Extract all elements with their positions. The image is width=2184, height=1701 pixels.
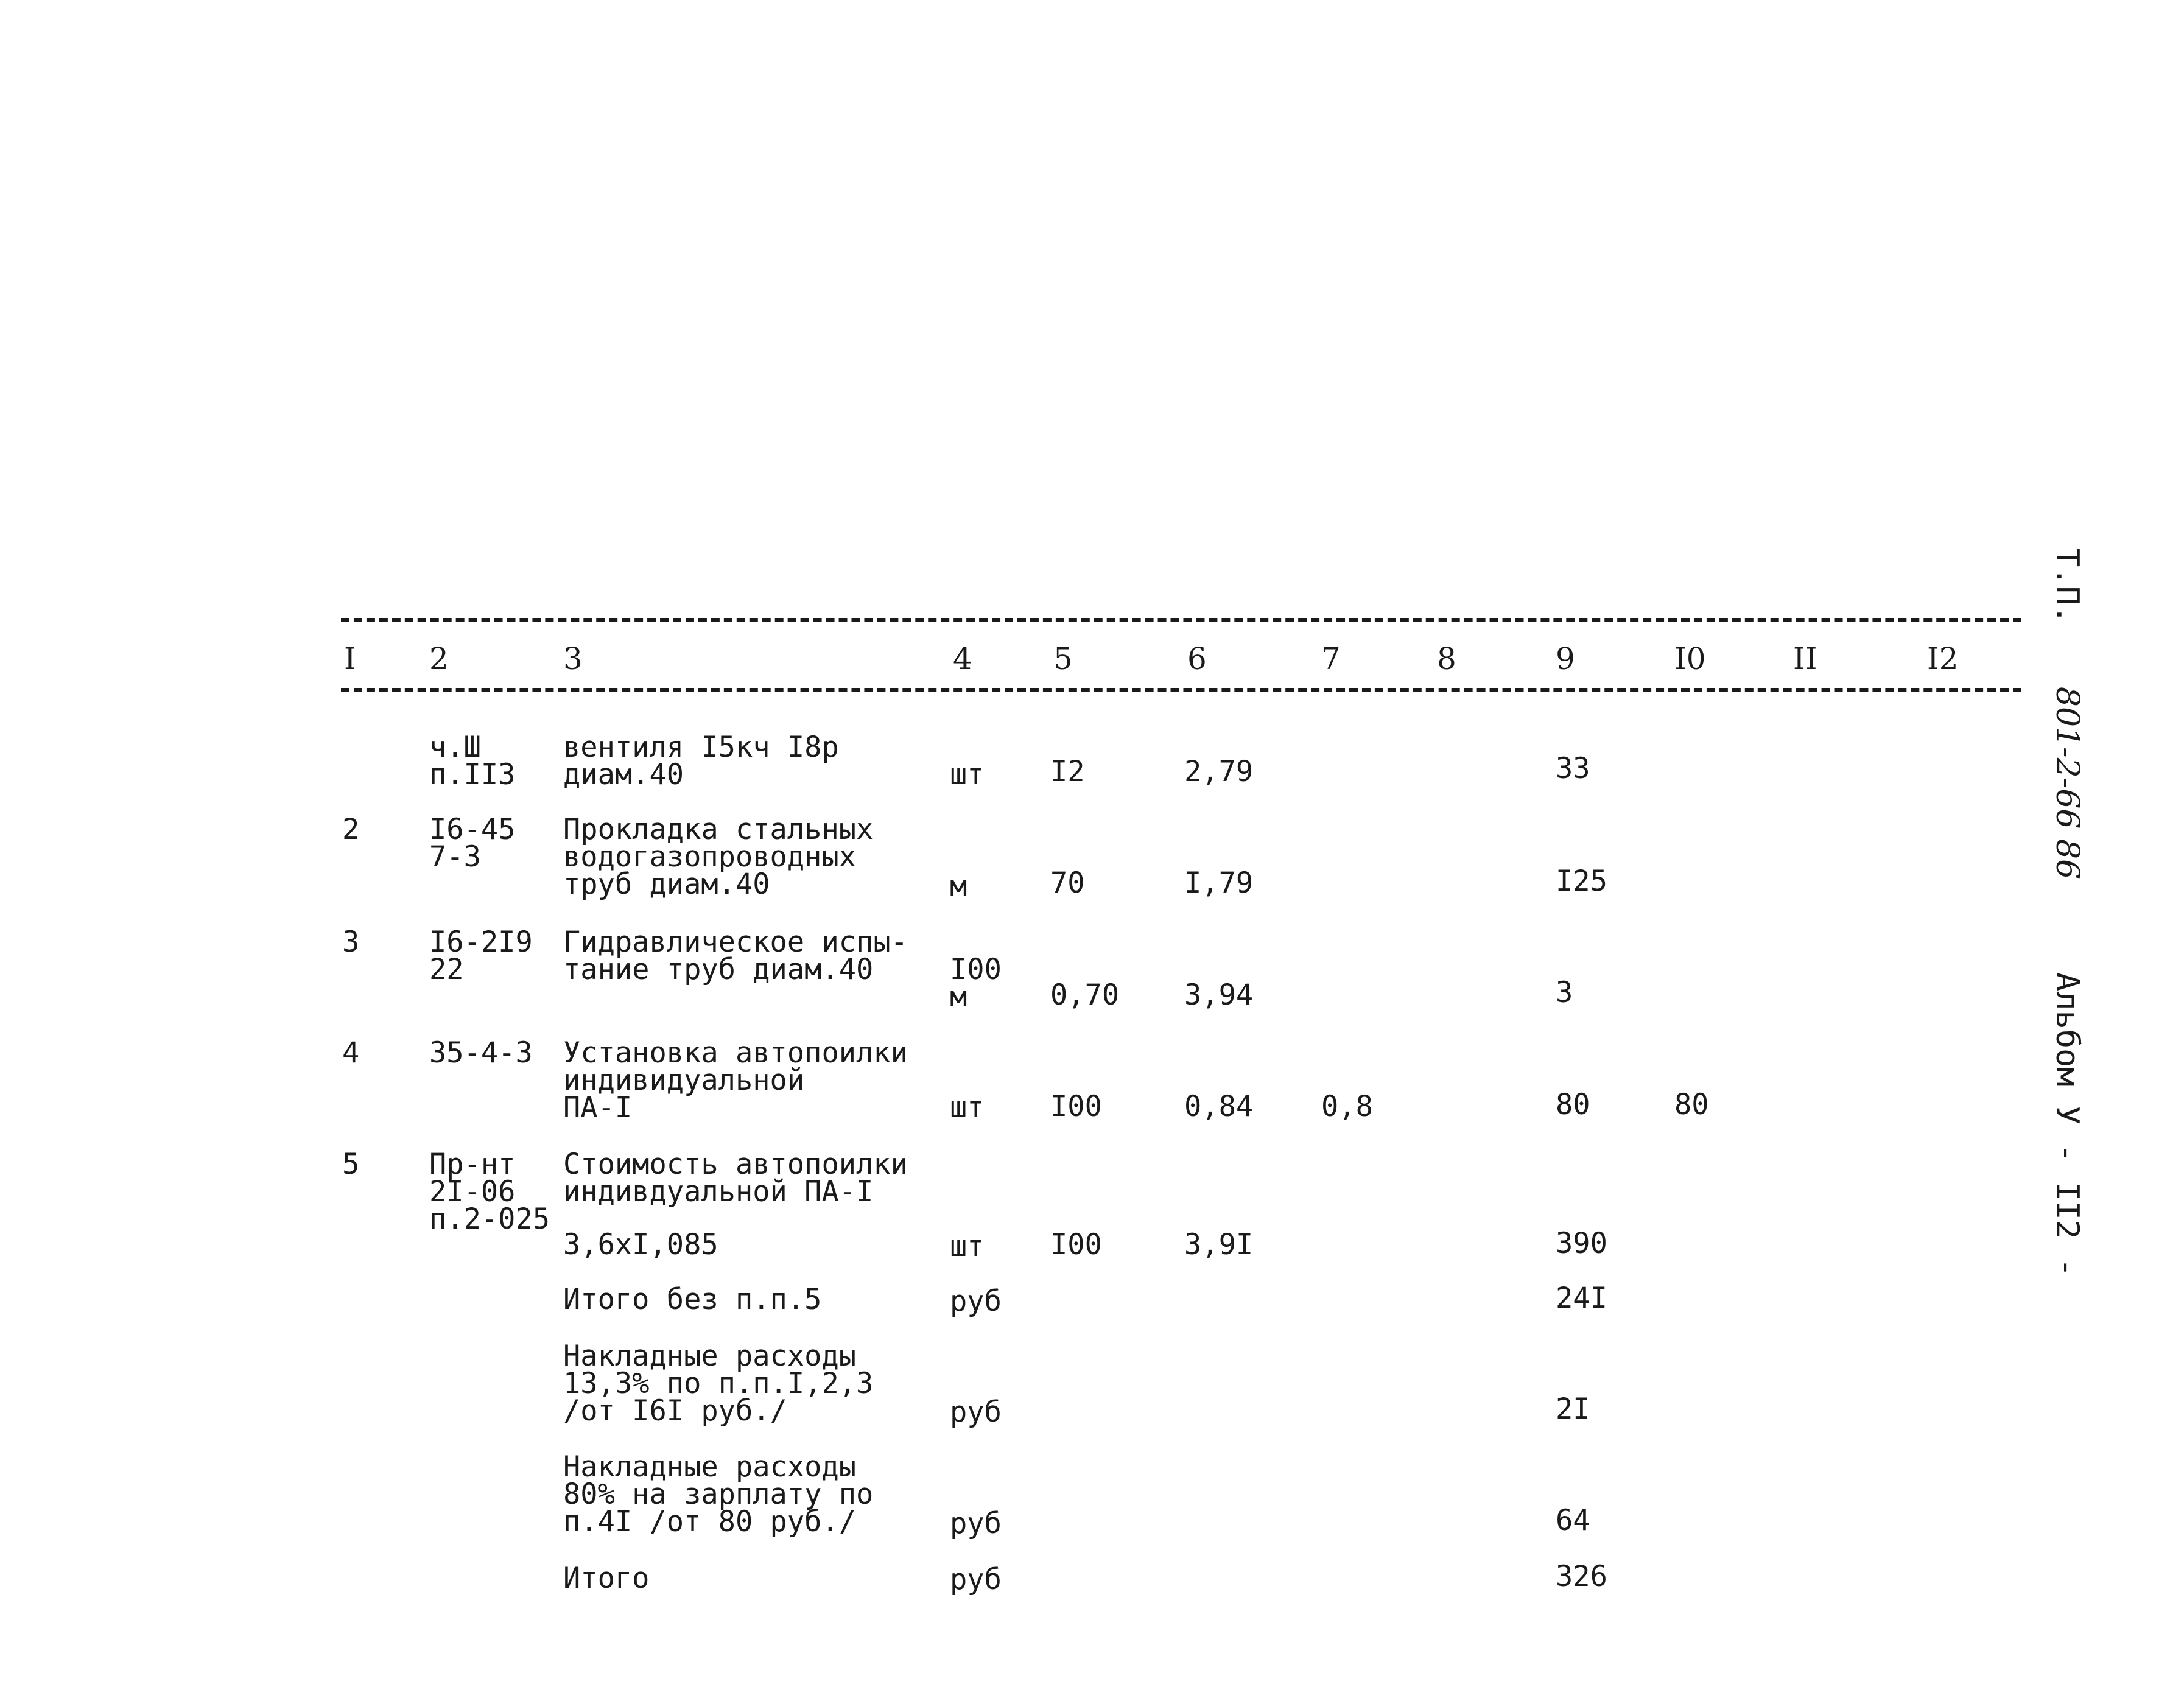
row-total: I25 [1556, 865, 1607, 898]
row-unit-price: 3,9I [1184, 1228, 1254, 1261]
column-number: 3 [563, 641, 583, 676]
row-total: 390 [1556, 1227, 1607, 1260]
row-unit: шт [950, 1230, 985, 1263]
column-number: 4 [953, 641, 972, 676]
row-number: 2 [342, 813, 360, 846]
row-wage-total: 80 [1674, 1088, 1709, 1121]
row-number: 5 [342, 1148, 360, 1181]
row-reference: 35-4-3 [429, 1036, 533, 1070]
summary-description: Накладные расходы 80% на зарплату по п.4I /от 80 руб./ [563, 1450, 874, 1538]
side-project-code: 801-2-66 86 [2049, 686, 2085, 880]
summary-unit: руб [950, 1507, 1002, 1540]
row-reference: I6-2I9 22 [429, 925, 533, 986]
row-unit-price: 3,94 [1184, 978, 1254, 1012]
summary-unit: руб [950, 1563, 1002, 1596]
side-prefix: Т.П. [2049, 548, 2085, 625]
column-number: 5 [1053, 641, 1073, 676]
row-quantity: 0,70 [1050, 978, 1120, 1012]
column-number: 7 [1321, 641, 1341, 676]
row-reference: Пр-нт 2I-06 п.2-025 [429, 1148, 550, 1236]
row-description: Стоимость автопоилки индивдуальной ПА-I [563, 1148, 908, 1208]
column-number: 6 [1187, 641, 1207, 676]
column-number: 8 [1437, 641, 1456, 676]
column-number: II [1793, 641, 1817, 676]
row-description: Гидравлическое испы- тание труб диам.40 [563, 925, 908, 986]
row-description: вентиля I5кч I8р диам.40 [563, 731, 839, 791]
row-unit: I00 м [950, 953, 1002, 1014]
summary-description: Накладные расходы 13,3% по п.п.I,2,3 /от I6I руб./ [563, 1339, 874, 1428]
row-quantity: I00 [1050, 1090, 1102, 1123]
row-total: 3 [1556, 976, 1573, 1009]
row-unit: м [950, 869, 967, 903]
side-document-label [2049, 548, 2085, 1277]
row-unit-price: I,79 [1184, 866, 1254, 900]
column-number: I2 [1927, 641, 1959, 676]
summary-total: 2I [1556, 1392, 1590, 1426]
summary-description: Итого без п.п.5 [563, 1283, 822, 1316]
row-unit-price: 0,84 [1184, 1090, 1254, 1123]
summary-unit: руб [950, 1285, 1002, 1318]
column-number: I0 [1674, 641, 1706, 676]
column-number: 2 [429, 641, 449, 676]
summary-total: 326 [1556, 1560, 1607, 1593]
row-total: 80 [1556, 1088, 1590, 1121]
summary-description: Итого [563, 1562, 650, 1595]
row-reference: ч.Ш п.II3 [429, 731, 516, 791]
summary-unit: руб [950, 1395, 1002, 1429]
column-number: I [344, 641, 356, 676]
header-top-rule [341, 618, 2021, 622]
row-description: Прокладка стальных водогазопроводных труб диам.40 [563, 813, 874, 901]
summary-total: 24I [1556, 1282, 1607, 1315]
row-number: 4 [342, 1036, 360, 1070]
row-unit-price: 2,79 [1184, 755, 1254, 788]
row-description: Установка автопоилки индивидуальной ПА-I [563, 1036, 908, 1124]
row-unit: шт [950, 1091, 985, 1124]
row-calculation: 3,6хI,085 [563, 1228, 718, 1261]
row-quantity: I00 [1050, 1228, 1102, 1261]
summary-total: 64 [1556, 1504, 1590, 1537]
column-number: 9 [1556, 641, 1575, 676]
row-number: 3 [342, 925, 360, 959]
header-bottom-rule [341, 688, 2021, 692]
row-unit: шт [950, 758, 985, 791]
row-quantity: I2 [1050, 755, 1085, 788]
row-wage-rate: 0,8 [1321, 1090, 1373, 1123]
row-total: 33 [1556, 752, 1590, 785]
side-album-label: Альбом У - II2 - [2049, 972, 2085, 1277]
row-reference: I6-45 7-3 [429, 813, 516, 874]
row-quantity: 70 [1050, 866, 1085, 900]
